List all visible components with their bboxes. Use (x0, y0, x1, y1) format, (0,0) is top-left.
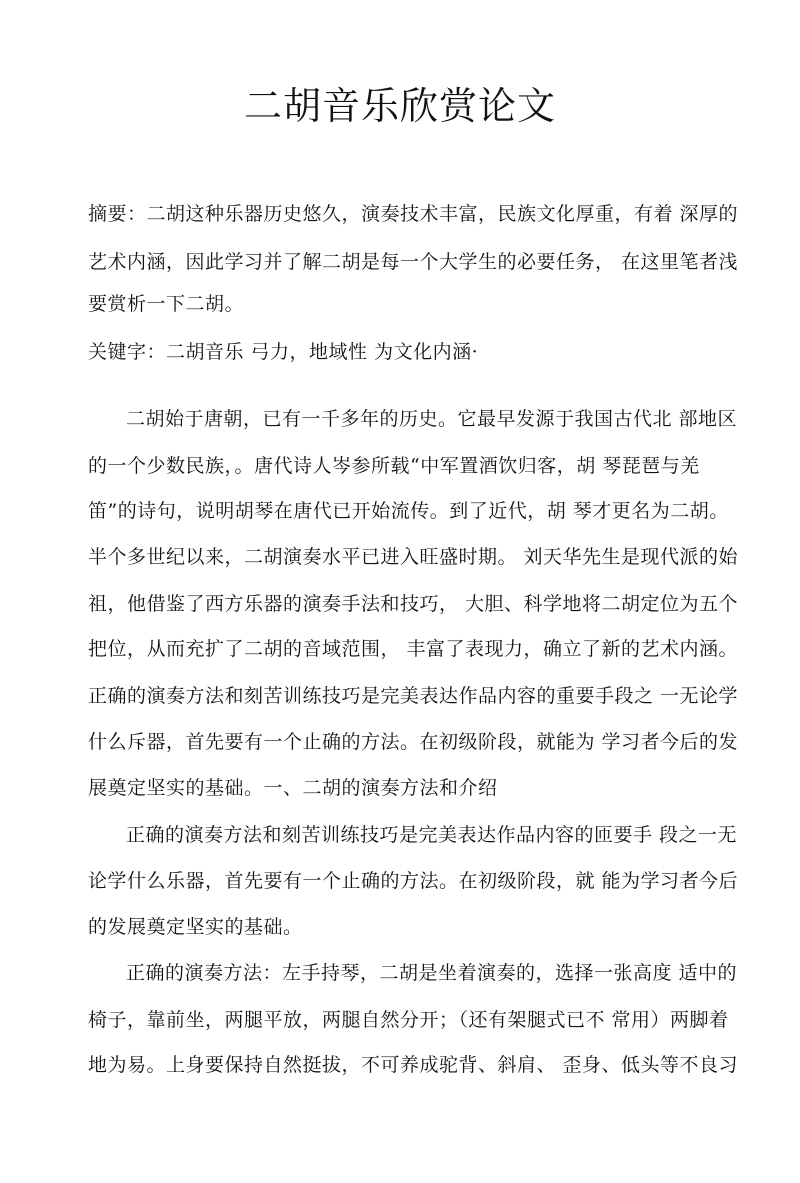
document-title: 二胡音乐欣赏论文 (243, 84, 556, 128)
body-line-9: 展奠定坚实的基础。一、二胡的演奏方法和介绍 (88, 777, 498, 799)
body-line-2: 的一个少数民族，。唐代诗人岑参所载“中军置酒饮归客，胡 琴琵琶与羌 (88, 455, 700, 477)
keywords-line: 关键字：二胡音乐 弓力，地域性 为文化内涵· (88, 341, 479, 363)
abstract-line-3: 要赏析一下二胡。 (88, 293, 245, 315)
body-line-5: 祖，他借鉴了西方乐器的演奏手法和技巧， 大胆、科学地将二胡定位为五个 (88, 593, 739, 615)
body-line-7: 正确的演奏方法和刻苦训练技巧是完美表达作品内容的重要手段之 一无论学 (88, 685, 739, 707)
paragraph-3-line-2: 椅子，靠前坐，两腿平放，两腿自然分开；（还有架腿式已不 常用）两脚着 (88, 1009, 729, 1031)
abstract-line-2: 艺术内涵，因此学习并了解二胡是每一个大学生的必要任务， 在这里笔者浅 (88, 251, 739, 273)
paragraph-3-line-1: 正确的演奏方法：左手持琴，二胡是坐着演奏的，选择一张高度 适中的 (126, 962, 738, 984)
body-line-6: 把位，从而充扩了二胡的音域范围， 丰富了表现力，确立了新的艺术内涵。 (88, 638, 739, 660)
paragraph-3-line-3: 地为易。上身要保持自然挺拔，不可养成驼背、斜肩、 歪身、低头等不良习 (88, 1054, 739, 1076)
paragraph-2-line-3: 的发展奠定坚实的基础。 (88, 916, 303, 938)
body-line-8: 什么斥器，首先要有一个止确的方法。在初级阶段，就能为 学习者今后的发 (88, 731, 739, 753)
body-line-4: 半个多世纪以来，二胡演奏水平已进入旺盛时期。 刘天华先生是现代派的始 (88, 546, 739, 568)
paragraph-2-line-1: 正确的演奏方法和刻苦训练技巧是完美表达作品内容的匝要手 段之一无 (126, 824, 738, 846)
abstract-line-1: 摘要：二胡这种乐器历史悠久，演奏技术丰富，民族文化厚重，有着 深厚的 (88, 203, 739, 225)
body-line-1: 二胡始于唐朝，已有一千多年的历史。它最早发源于我国古代北 部地区 (126, 408, 738, 430)
paragraph-2-line-2: 论学什么乐器，首先要有一个止确的方法。在初级阶段，就 能为学习者今后 (88, 870, 739, 892)
body-line-3: 笛”的诗句，说明胡琴在唐代已开始流传。到了近代，胡 琴才更名为二胡。 (88, 500, 729, 522)
